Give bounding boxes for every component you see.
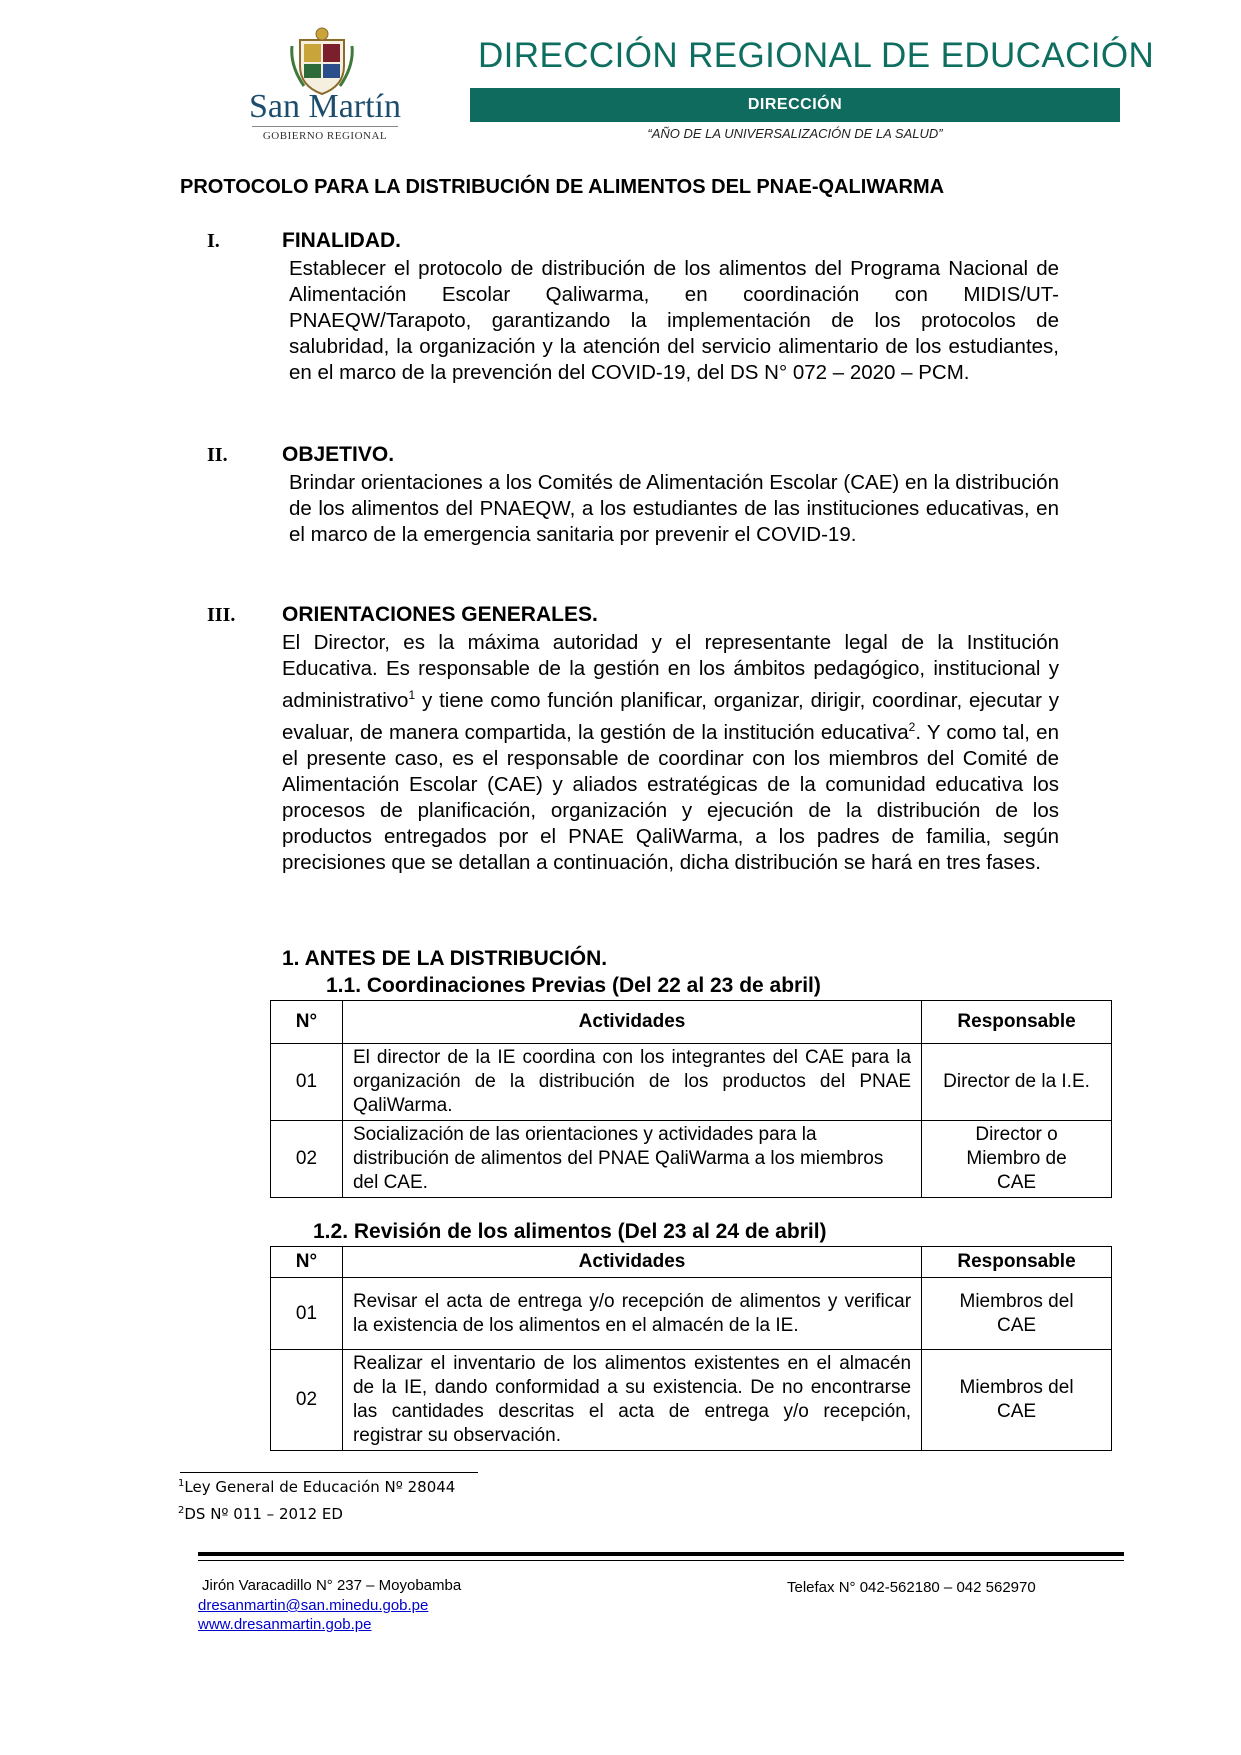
column-header-activities: Actividades <box>342 1247 921 1278</box>
logo-name: San Martín <box>248 88 402 125</box>
section-text: Brindar orientaciones a los Comités de Alimentación Escolar (CAE) en la distribución de los alimentos del PNAEQW, a los estudiantes de las instituciones educativas, en el marco de la emergencia sanitaria por prevenir el COVID-19. <box>289 471 1059 546</box>
year-motto: “AÑO DE LA UNIVERSALIZACIÓN DE LA SALUD” <box>647 126 943 141</box>
activities-table <box>270 1000 1112 1198</box>
table-title: 1.1. Coordinaciones Previas (Del 22 al 23 de abril) <box>326 974 821 997</box>
table-header-row <box>271 1247 1112 1278</box>
footer-address: Jirón Varacadillo N° 237 – Moyobamba <box>202 1577 462 1594</box>
table-row <box>271 1121 1112 1198</box>
row-number: 02 <box>271 1121 343 1198</box>
section-text: Establecer el protocolo de distribución de los alimentos del Programa Nacional de Alimentación Escolar Qaliwarma, en coordinación con MIDIS/UT-PNAEQW/Tarapoto, garantizando la implementación de los protocolos de salubridad, la organización y la atención del servicio alimentario de los estudiantes, en el marco de la prevención del COVID-19, del DS N° 072 – 2020 – PCM. <box>289 257 1059 384</box>
column-header-num: N° <box>271 1247 343 1278</box>
footer-divider <box>198 1552 1124 1556</box>
section-text-part: El Director, es la máxima autoridad y el representante legal de la Institución Educativa. Es responsable de la gestión en los ámbitos pedagógico, institucional y administrativo <box>282 631 1059 712</box>
activities-table <box>270 1246 1112 1451</box>
row-responsible: Miembros del CAE <box>922 1278 1112 1350</box>
header-title: DIRECCIÓN REGIONAL DE EDUCACIÓN <box>478 36 1155 75</box>
section-text-part: y tiene como función planificar, organizar, dirigir, coordinar, ejecutar y evaluar, de manera compartida, la gestión de la institución educativa <box>282 688 1059 744</box>
table-row <box>271 1350 1112 1451</box>
document-title: PROTOCOLO PARA LA DISTRIBUCIÓN DE ALIMENTOS DEL PNAE-QALIWARMA <box>180 176 945 198</box>
footnote-ref: 1 <box>408 688 416 702</box>
column-header-responsible: Responsable <box>922 1247 1112 1278</box>
column-header-responsible: Responsable <box>922 1001 1112 1044</box>
row-responsible: Director de la I.E. <box>922 1044 1112 1121</box>
row-activity: Socialización de las orientaciones y actividades para la distribución de alimentos del PNAE QaliWarma a los miembros del CAE. <box>342 1121 921 1198</box>
regional-logo <box>240 22 410 140</box>
section-heading: FINALIDAD. <box>282 229 401 252</box>
section-number: II. <box>207 444 228 466</box>
footer-email-link[interactable]: dresanmartin@san.minedu.gob.pe <box>198 1597 429 1614</box>
row-responsible: Miembros del CAE <box>922 1350 1112 1451</box>
footnote <box>178 1505 343 1523</box>
section-number: I. <box>207 230 220 252</box>
footnote-mark: 1 <box>178 1478 185 1489</box>
section-heading: ORIENTACIONES GENERALES. <box>282 603 598 626</box>
row-activity: Realizar el inventario de los alimentos existentes en el almacén de la IE, dando conformidad a su existencia. De no encontrarse las cantidades descritas el acta de entrega y/o recepción, registrar su observación. <box>342 1350 921 1451</box>
footnote-divider <box>180 1472 478 1473</box>
footnote-mark: 2 <box>178 1505 185 1516</box>
column-header-activities: Actividades <box>342 1001 921 1044</box>
phase-heading: 1. ANTES DE LA DISTRIBUCIÓN. <box>282 947 608 970</box>
logo-subtitle: GOBIERNO REGIONAL <box>262 130 388 142</box>
row-activity: Revisar el acta de entrega y/o recepción de alimentos y verificar la existencia de los alimentos en el almacén de la IE. <box>342 1278 921 1350</box>
section-number: III. <box>207 604 236 626</box>
header-bar-label: DIRECCIÓN <box>747 96 843 113</box>
footnote-text: Ley General de Educación Nº 28044 <box>184 1478 456 1496</box>
header-bar <box>470 88 1120 122</box>
row-responsible: Director o Miembro de CAE <box>922 1121 1112 1198</box>
table-title: 1.2. Revisión de los alimentos (Del 23 al 24 de abril) <box>313 1220 827 1243</box>
row-number: 01 <box>271 1044 343 1121</box>
table-row <box>271 1044 1112 1121</box>
footer-divider <box>198 1560 1124 1561</box>
row-number: 02 <box>271 1350 343 1451</box>
footnote-text: DS Nº 011 – 2012 ED <box>184 1505 343 1523</box>
row-number: 01 <box>271 1278 343 1350</box>
section-heading: OBJETIVO. <box>282 443 395 466</box>
footer-website-link[interactable]: www.dresanmartin.gob.pe <box>198 1616 372 1633</box>
row-activity: El director de la IE coordina con los integrantes del CAE para la organización de la distribución de los productos del PNAE QaliWarma. <box>342 1044 921 1121</box>
column-header-num: N° <box>271 1001 343 1044</box>
table-header-row <box>271 1001 1112 1044</box>
logo-divider <box>252 126 398 127</box>
coat-of-arms-icon <box>290 26 354 96</box>
section-text <box>282 630 1059 876</box>
footnote-ref: 2 <box>908 719 916 734</box>
footnote <box>178 1478 455 1496</box>
footer-phone: Telefax N° 042-562180 – 042 562970 <box>787 1579 1036 1596</box>
table-row <box>271 1278 1112 1350</box>
section-text-part: . Y como tal, en el presente caso, es el responsable de coordinar con los miembros del Comité de Alimentación Escolar (CAE) y aliados estratégicas de la comunidad educativa los procesos de planificación, organización y ejecución de la distribución de los productos entregados por el PNAE QaliWarma, a los padres de familia, según precisiones que se detallan a continuación, dicha distribución se hará en tres fases. <box>282 720 1059 874</box>
